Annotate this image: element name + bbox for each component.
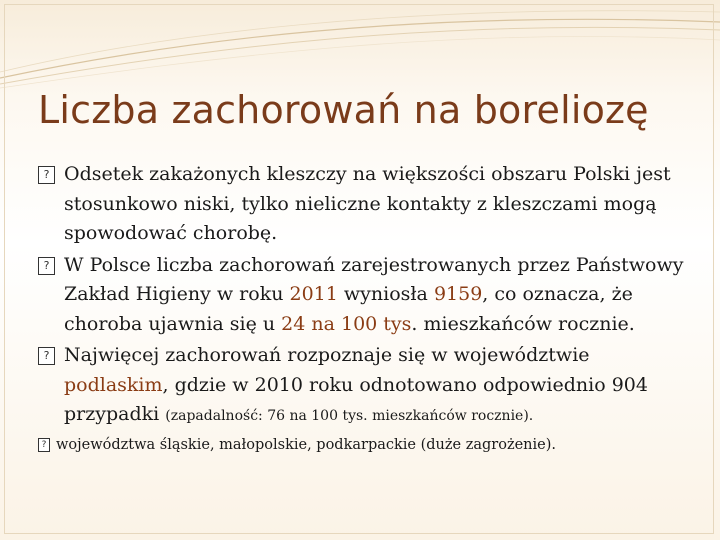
bullet-text: (zapadalność: 76 na 100 tys. mieszkańców rocznie). bbox=[165, 408, 534, 424]
highlighted-text: 2011 bbox=[289, 283, 338, 305]
bullet-text: Najwięcej zachorowań rozpoznaje się w województwie bbox=[64, 344, 590, 366]
slide-title: Liczba zachorowań na boreliozę bbox=[38, 88, 649, 132]
bullet-item bbox=[38, 251, 698, 340]
bullet-item bbox=[38, 434, 698, 456]
bullet-text: , co oznacza, że choroba ujawnia się u bbox=[64, 283, 633, 335]
bullet-text: Odsetek zakażonych kleszczy na większości obszaru Polski jest stosunkowo niski, tylko nieliczne kontakty z kleszczami mogą spowodować chorobę. bbox=[64, 163, 671, 244]
bullet-marker-icon: ? bbox=[38, 438, 50, 452]
highlighted-text: 24 na 100 tys bbox=[281, 312, 412, 335]
bullet-marker-icon: ? bbox=[38, 166, 55, 184]
bullet-marker-icon: ? bbox=[38, 257, 55, 275]
bullet-text: . mieszkańców rocznie. bbox=[411, 312, 635, 335]
highlighted-text: 9159 bbox=[433, 283, 483, 305]
bullet-text: , gdzie w 2010 roku odnotowano odpowiednio 904 przypadki bbox=[64, 373, 648, 425]
bullet-item bbox=[38, 341, 698, 432]
bullet-marker-icon: ? bbox=[38, 347, 55, 365]
bullet-text: wyniosła bbox=[337, 283, 434, 305]
slide-body bbox=[38, 160, 698, 458]
highlighted-text: podlaskim bbox=[64, 373, 163, 396]
bullet-item bbox=[38, 160, 698, 249]
bullet-text: województwa śląskie, małopolskie, podkarpackie (duże zagrożenie). bbox=[56, 436, 556, 453]
bullet-text: W Polsce liczba zachorowań zarejestrowanych przez Państwowy Zakład Higieny w roku bbox=[64, 253, 684, 305]
